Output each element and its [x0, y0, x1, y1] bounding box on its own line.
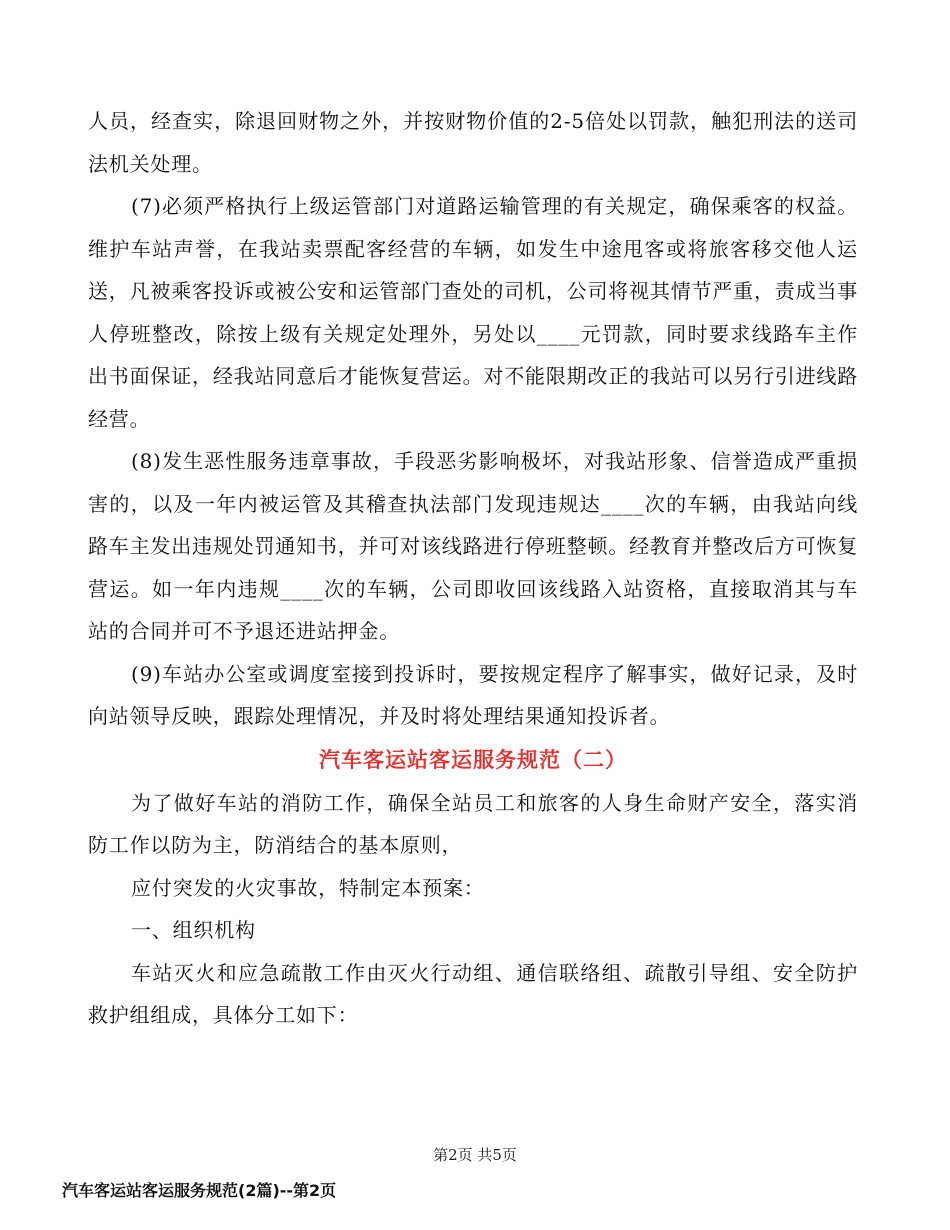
paragraph-intro: 为了做好车站的消防工作，确保全站员工和旅客的人身生命财产安全，落实消防工作以防为主，防消结合的基本原则， — [88, 790, 858, 857]
paragraph-continued: 人员，经查实，除退回财物之外，并按财物价值的2-5倍处以罚款，触犯刑法的送司法机关处理。 — [88, 109, 858, 176]
paragraph-organization: 车站灭火和应急疏散工作由灭火行动组、通信联络组、疏散引导组、安全防护救护组组成，具体分工如下： — [88, 960, 858, 1027]
paragraph-purpose: 应付突发的火灾事故，特制定本预案： — [131, 875, 485, 900]
paragraph-item-7: (7)必须严格执行上级运管部门对道路运输管理的有关规定，确保乘客的权益。维护车站声誉，在我站卖票配客经营的车辆，如发生中途甩客或将旅客移交他人运送，凡被乘客投诉或被公安和运管部门查处的司机，公司将视其情节严重，责成当事人停班整改，除按上级有关规定处理外，另处以____元罚款，同时要求线路车主作出书面保证，经我站同意后才能恢复营运。对不能限期改正的我站可以另行引进线路经营。 — [88, 194, 858, 431]
document-body — [88, 100, 858, 1037]
paragraph-item-9: (9)车站办公室或调度室接到投诉时，要按规定程序了解事实，做好记录，及时向站领导反映，跟踪处理情况，并及时将处理结果通知投诉者。 — [88, 661, 858, 728]
paragraph-item-8: (8)发生恶性服务违章事故，手段恶劣影响极坏，对我站形象、信誉造成严重损害的，以及一年内被运管及其稽查执法部门发现违规达____次的车辆，由我站向线路车主发出违规处罚通知书，并可对该线路进行停班整顿。经教育并整改后方可恢复营运。如一年内违规____次的车辆，公司即收回该线路入站资格，直接取消其与车站的合同并可不予退还进站押金。 — [88, 449, 858, 643]
page-number: 第2页 共5页 — [433, 1146, 517, 1164]
document-footer-title: 汽车客运站客运服务规范(2篇)--第2页 — [62, 1181, 337, 1200]
section-title: 汽车客运站客运服务规范（二） — [319, 746, 627, 772]
heading-organization: 一、组织机构 — [131, 918, 256, 942]
